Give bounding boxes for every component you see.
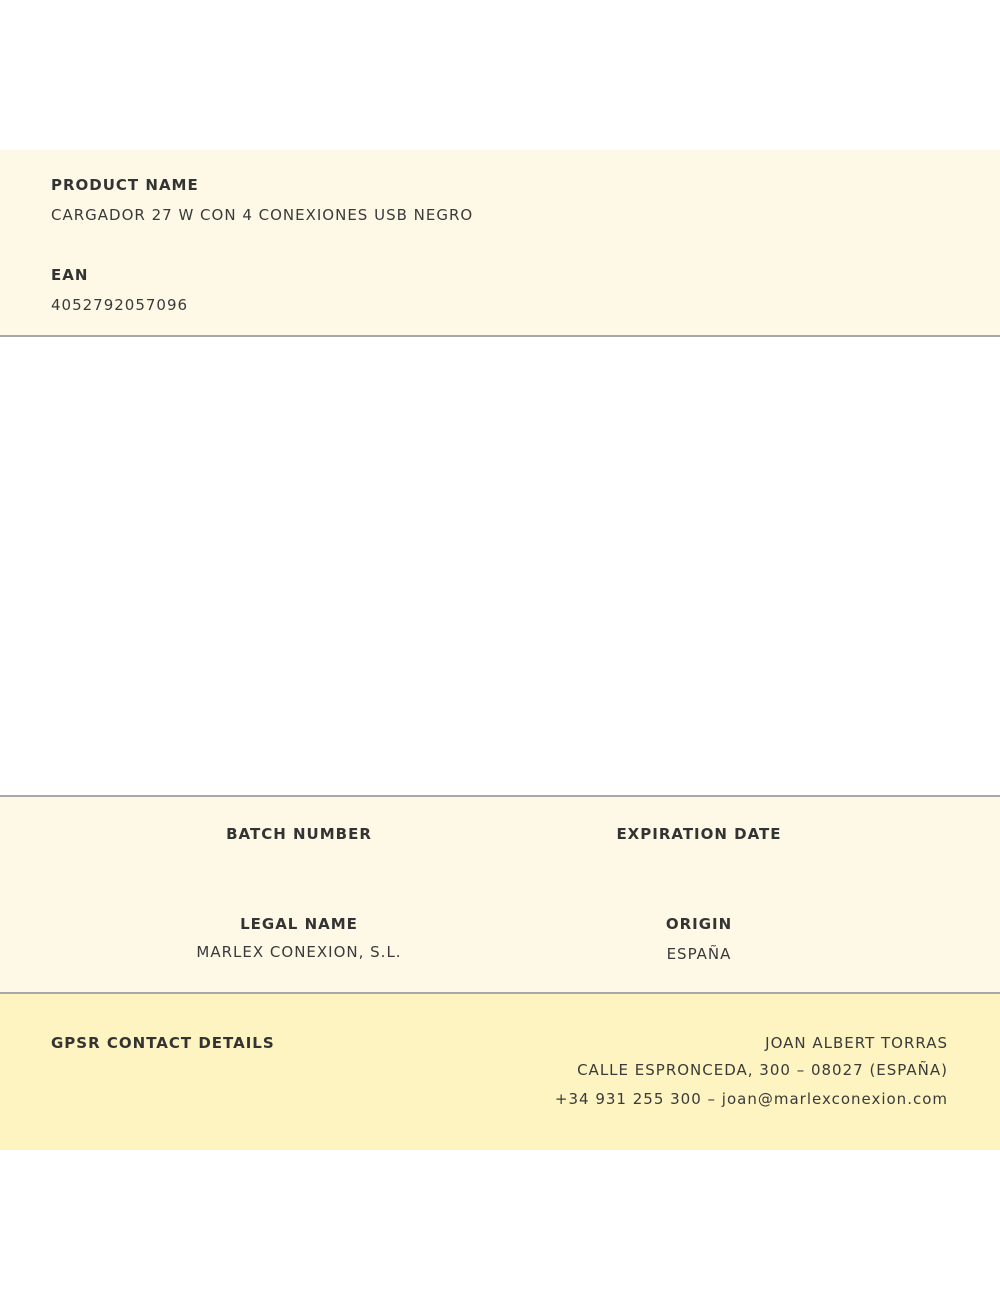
legal-name-value: MARLEX CONEXION, S.L. <box>196 943 402 961</box>
contact-phone-email: +34 931 255 300 – joan@marlexconexion.com <box>554 1090 948 1108</box>
expiration-date-label: EXPIRATION DATE <box>616 825 782 843</box>
contact-name: JOAN ALBERT TORRAS <box>765 1034 948 1052</box>
product-name-value: CARGADOR 27 W CON 4 CONEXIONES USB NEGRO <box>51 206 474 224</box>
product-name-label: PRODUCT NAME <box>51 176 199 194</box>
batch-number-label: BATCH NUMBER <box>226 825 372 843</box>
contact-address: CALLE ESPRONCEDA, 300 – 08027 (ESPAÑA) <box>577 1061 948 1079</box>
ean-value: 4052792057096 <box>51 296 189 314</box>
batch-info-section <box>0 795 1000 994</box>
ean-label: EAN <box>51 266 89 284</box>
product-section <box>0 150 1000 337</box>
origin-value: ESPAÑA <box>666 945 732 963</box>
legal-name-label: LEGAL NAME <box>240 915 358 933</box>
gpsr-contact-section <box>0 994 1000 1150</box>
gpsr-contact-label: GPSR CONTACT DETAILS <box>51 1034 275 1052</box>
origin-label: ORIGIN <box>665 915 733 933</box>
